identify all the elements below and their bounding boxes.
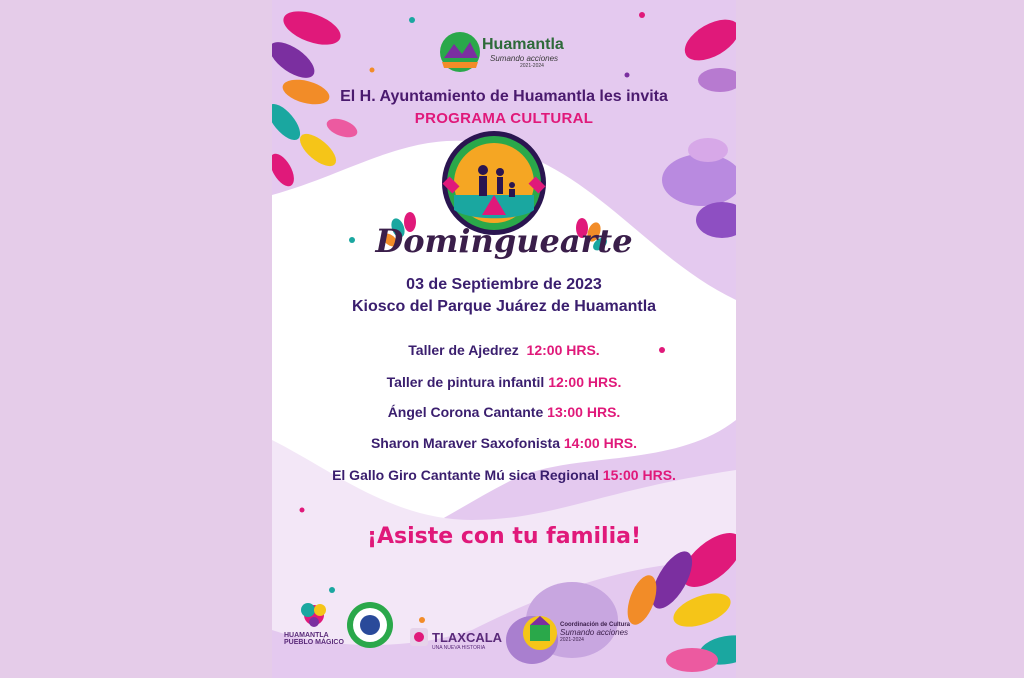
logo-name: Huamantla <box>482 36 564 53</box>
invite-heading: El H. Ayuntamiento de Huamantla les invita <box>340 88 668 105</box>
tlaxcala-logo-text <box>432 630 502 651</box>
activity-item <box>272 342 736 358</box>
dominguearte-emblem <box>442 131 546 235</box>
slogan: ¡Asiste con tu familia! <box>366 524 642 549</box>
activity-name: Ángel Corona Cantante <box>387 404 544 420</box>
activity-time: 12:00 HRS. <box>548 374 622 390</box>
pueblo-magico-line2: PUEBLO MÁGICO <box>284 639 344 646</box>
huamantla-logo-text <box>482 36 564 69</box>
cultura-logo-mark <box>523 616 557 650</box>
event-title: Dominguearte <box>375 222 633 260</box>
activity-time: 15:00 HRS. <box>602 467 676 483</box>
activity-item <box>272 374 736 390</box>
activity-name: Taller de Ajedrez <box>408 342 519 358</box>
pueblo-magico-text <box>284 632 344 646</box>
tlaxcala-logo-mark <box>410 628 428 646</box>
tlaxcala-tagline: UNA NUEVA HISTORIA <box>432 645 486 651</box>
huamantla-logo-mark <box>440 32 480 72</box>
tlaxcala-name: TLAXCALA <box>432 630 503 645</box>
cultura-title: Coordinación de Cultura <box>560 622 631 628</box>
event-poster <box>272 0 736 678</box>
activity-item <box>272 467 736 483</box>
activity-name: Taller de pintura infantil <box>386 374 545 390</box>
cultura-logo-text <box>560 622 630 643</box>
activity-name: El Gallo Giro Cantante Mú sica Regional <box>332 467 599 483</box>
huamantla-seal-logo <box>347 602 393 648</box>
event-date: 03 de Septiembre de 2023 <box>406 276 602 293</box>
logo-tagline: Sumando acciones <box>490 54 559 63</box>
program-heading: PROGRAMA CULTURAL <box>414 110 594 127</box>
event-venue: Kiosco del Parque Juárez de Huamantla <box>351 298 657 315</box>
activity-time: 13:00 HRS. <box>547 404 621 420</box>
activity-item <box>272 404 736 420</box>
cultura-years: 2021-2024 <box>560 637 584 643</box>
activity-name: Sharon Maraver Saxofonista <box>370 435 560 451</box>
activity-item <box>272 435 736 451</box>
pueblo-magico-line1: HUAMANTLA <box>284 632 329 639</box>
cultura-tagline: Sumando acciones <box>560 628 629 637</box>
activity-time: 12:00 HRS. <box>526 342 600 358</box>
activity-time: 14:00 HRS. <box>563 435 638 451</box>
logo-years: 2021-2024 <box>520 63 544 69</box>
